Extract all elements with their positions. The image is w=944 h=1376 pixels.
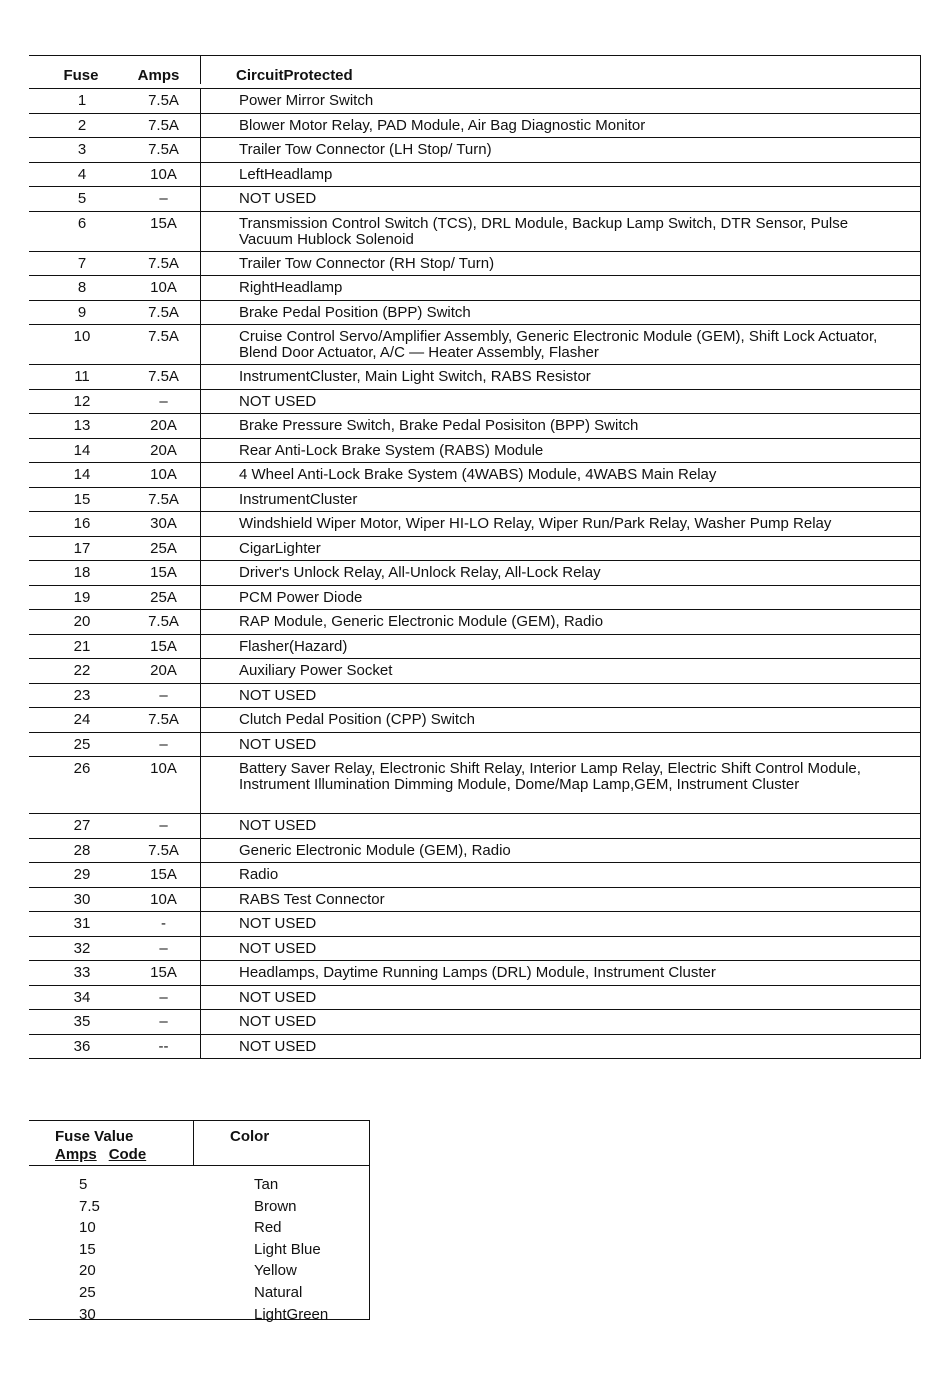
table-row [29, 863, 920, 888]
fuse-number: 23 [73, 686, 91, 704]
fuse-number: 24 [73, 711, 91, 728]
fuse-amps: 15A [109, 863, 201, 887]
fuse-number: 16 [73, 515, 91, 532]
circuit-protected: NOT USED [239, 1013, 317, 1030]
fuse-amps: – [109, 684, 201, 708]
fuse-value-amps: 7.5 [79, 1197, 100, 1215]
fuse-amps: 20A [109, 659, 201, 683]
header-fuse-value-label: Fuse Value [55, 1128, 134, 1145]
circuit-protected: RAP Module, Generic Electronic Module (GEM), Radio [239, 613, 604, 630]
table-row [29, 301, 920, 326]
table-row [29, 414, 920, 439]
circuit-protected: NOT USED [239, 1037, 317, 1055]
fuse-value-amps: 5 [79, 1176, 88, 1193]
table-row [29, 610, 920, 635]
fuse-number: 20 [73, 613, 91, 630]
table-row [29, 163, 920, 188]
fuse-number: 8 [77, 279, 87, 296]
table-row [29, 114, 920, 139]
table-row [29, 814, 920, 839]
circuit-protected: Transmission Control Switch (TCS), DRL Module, Backup Lamp Switch, DTR Sensor, Pulse Vacuum Hublock Solenoid [239, 214, 849, 248]
fuse-amps: 7.5A [109, 325, 201, 364]
table-row [29, 586, 920, 611]
fuse-color: Natural [254, 1283, 303, 1301]
table-row [29, 912, 920, 937]
table-row [29, 1010, 920, 1035]
table-row [29, 684, 920, 709]
fuse-number: 36 [73, 1037, 91, 1055]
table-row [29, 659, 920, 684]
table-row [29, 439, 920, 464]
table-row [29, 187, 920, 212]
fuse-number: 7 [77, 254, 87, 272]
circuit-protected: Windshield Wiper Motor, Wiper HI-LO Relay, Wiper Run/Park Relay, Washer Pump Relay [239, 515, 832, 532]
table-row [29, 635, 920, 660]
fuse-number: 4 [77, 165, 87, 183]
fuse-value-amps: 10 [79, 1219, 96, 1237]
fuse-number: 17 [73, 539, 91, 557]
header-circuit: CircuitProtected [236, 67, 353, 84]
color-row [29, 1239, 369, 1261]
circuit-protected: LeftHeadlamp [239, 165, 333, 183]
fuse-number: 27 [73, 817, 91, 834]
fuse-value-amps: 25 [79, 1283, 96, 1301]
circuit-protected: CigarLighter [239, 539, 321, 557]
circuit-protected: RABS Test Connector [239, 890, 385, 908]
fuse-amps: 20A [109, 414, 201, 438]
table-row [29, 212, 920, 252]
table-row [29, 986, 920, 1011]
fuse-color-code-table [29, 1120, 370, 1323]
fuse-number: 34 [73, 988, 91, 1006]
circuit-protected: Generic Electronic Module (GEM), Radio [239, 841, 511, 859]
circuit-protected: RightHeadlamp [239, 279, 343, 296]
fuse-amps: 25A [109, 586, 201, 610]
fuse-amps: 15A [109, 635, 201, 659]
circuit-protected: NOT USED [239, 915, 317, 932]
fuse-amps: – [109, 937, 201, 961]
circuit-protected: Rear Anti-Lock Brake System (RABS) Module [239, 441, 544, 459]
fuse-value-amps: 30 [79, 1305, 96, 1323]
circuit-protected: PCM Power Diode [239, 588, 363, 606]
fuse-number: 21 [73, 637, 91, 655]
fuse-number: 15 [73, 490, 91, 508]
fuse-number: 35 [73, 1013, 91, 1030]
fuse-number: 31 [73, 915, 91, 932]
fuse-amps: 7.5A [109, 488, 201, 512]
fuse-number: 9 [77, 303, 87, 321]
circuit-protected: Trailer Tow Connector (LH Stop/ Turn) [239, 141, 492, 158]
fuse-table-header [29, 56, 920, 89]
fuse-amps: 30A [109, 512, 201, 536]
fuse-number: 14 [73, 466, 91, 483]
fuse-number: 33 [73, 964, 91, 981]
circuit-protected: Brake Pedal Position (BPP) Switch [239, 303, 471, 321]
fuse-amps: – [109, 1010, 201, 1034]
circuit-protected: Headlamps, Daytime Running Lamps (DRL) Module, Instrument Cluster [239, 964, 716, 981]
fuse-number: 25 [73, 735, 91, 753]
circuit-protected: NOT USED [239, 392, 317, 410]
circuit-protected: Blower Motor Relay, PAD Module, Air Bag Diagnostic Monitor [239, 116, 646, 134]
circuit-protected: NOT USED [239, 735, 317, 753]
circuit-protected: NOT USED [239, 988, 317, 1006]
table-row [29, 708, 920, 733]
table-row [29, 839, 920, 864]
header-amps-code [55, 1146, 193, 1164]
color-row [29, 1196, 369, 1218]
fuse-amps: 25A [109, 537, 201, 561]
fuse-amps: 7.5A [109, 114, 201, 138]
table-row [29, 390, 920, 415]
circuit-protected: InstrumentCluster, Main Light Switch, RABS Resistor [239, 368, 591, 385]
table-row [29, 138, 920, 163]
table-row [29, 463, 920, 488]
color-row [29, 1282, 369, 1304]
fuse-color: Red [254, 1219, 282, 1237]
fuse-number: 3 [77, 141, 87, 158]
fuse-amps: – [109, 986, 201, 1010]
circuit-protected: NOT USED [239, 939, 317, 957]
circuit-protected: Clutch Pedal Position (CPP) Switch [239, 711, 475, 728]
fuse-table-body [29, 89, 920, 1059]
table-row [29, 512, 920, 537]
fuse-number: 14 [73, 441, 91, 459]
circuit-protected: NOT USED [239, 190, 317, 207]
fuse-amps: – [109, 390, 201, 414]
circuit-protected: 4 Wheel Anti-Lock Brake System (4WABS) Module, 4WABS Main Relay [239, 466, 717, 483]
fuse-number: 13 [73, 417, 91, 434]
fuse-number: 18 [73, 564, 91, 581]
table-row [29, 733, 920, 758]
fuse-color: Yellow [254, 1262, 297, 1280]
circuit-protected: Cruise Control Servo/Amplifier Assembly, Generic Electronic Module (GEM), Shift Lock Actuator, Blend Door Actuator, A/C — Heater Assembly, Flasher [239, 328, 878, 361]
fuse-amps: 20A [109, 439, 201, 463]
fuse-number: 28 [73, 841, 91, 859]
fuse-number: 5 [77, 190, 87, 207]
table-row [29, 89, 920, 114]
table-row [29, 1035, 920, 1060]
fuse-value-amps: 15 [79, 1240, 96, 1258]
fuse-table [29, 55, 921, 1059]
fuse-amps: 10A [109, 888, 201, 912]
circuit-protected: Battery Saver Relay, Electronic Shift Relay, Interior Lamp Relay, Electric Shift Control Module, Instrument Illumination Dimming Module, Dome/Map Lamp,GEM, Instrument Cluster [239, 760, 861, 793]
table-row [29, 276, 920, 301]
table-row [29, 888, 920, 913]
circuit-protected: NOT USED [239, 686, 317, 704]
header-amps [109, 56, 201, 84]
table-row [29, 325, 920, 365]
fuse-amps: 10A [109, 163, 201, 187]
table-row [29, 757, 920, 814]
fuse-amps: 7.5A [109, 252, 201, 276]
circuit-protected: Flasher(Hazard) [239, 637, 348, 655]
fuse-number: 10 [73, 328, 91, 345]
fuse-amps: - [109, 912, 201, 936]
fuse-amps: – [109, 187, 201, 211]
table-row [29, 561, 920, 586]
fuse-number: 12 [73, 392, 91, 410]
circuit-protected: Radio [239, 866, 279, 883]
table-row [29, 961, 920, 986]
circuit-protected: Driver's Unlock Relay, All-Unlock Relay, All-Lock Relay [239, 564, 601, 581]
table-row [29, 937, 920, 962]
fuse-amps: 15A [109, 961, 201, 985]
fuse-amps: 15A [109, 561, 201, 585]
fuse-number: 26 [73, 760, 91, 777]
header-code-sub: Code [108, 1146, 147, 1163]
header-color: Color [230, 1128, 270, 1145]
fuse-color: Tan [254, 1176, 279, 1193]
table-row [29, 252, 920, 277]
color-table-header [29, 1121, 369, 1166]
fuse-amps: 7.5A [109, 138, 201, 162]
fuse-amps: 7.5A [109, 839, 201, 863]
fuse-number: 22 [73, 662, 91, 679]
fuse-number: 19 [73, 588, 91, 606]
fuse-color: Light Blue [254, 1240, 321, 1258]
fuse-color: Brown [254, 1197, 297, 1215]
header-fuse: Fuse [63, 67, 99, 84]
color-row [29, 1174, 369, 1196]
circuit-protected: Brake Pressure Switch, Brake Pedal Posisiton (BPP) Switch [239, 417, 639, 434]
fuse-number: 11 [74, 368, 90, 385]
fuse-amps: 10A [109, 757, 201, 813]
fuse-amps: 10A [109, 276, 201, 300]
fuse-number: 1 [77, 92, 87, 109]
fuse-color: LightGreen [254, 1305, 329, 1323]
circuit-protected: Trailer Tow Connector (RH Stop/ Turn) [239, 254, 495, 272]
color-row [29, 1304, 369, 1326]
fuse-amps: 7.5A [109, 365, 201, 389]
fuse-amps: 15A [109, 212, 201, 251]
table-row [29, 365, 920, 390]
fuse-number: 29 [73, 866, 91, 883]
table-row [29, 488, 920, 513]
circuit-protected: Auxiliary Power Socket [239, 662, 393, 679]
fuse-number: 2 [77, 116, 87, 134]
circuit-protected: Power Mirror Switch [239, 92, 374, 109]
header-amps-sub: Amps [55, 1146, 97, 1163]
circuit-protected: InstrumentCluster [239, 490, 358, 508]
fuse-amps: – [109, 733, 201, 757]
fuse-number: 32 [73, 939, 91, 957]
header-amps-label: Amps [137, 67, 180, 84]
fuse-number: 6 [77, 214, 87, 232]
table-row [29, 537, 920, 562]
fuse-number: 30 [73, 890, 91, 908]
color-row [29, 1217, 369, 1239]
color-row [29, 1260, 369, 1282]
fuse-amps: 7.5A [109, 89, 201, 113]
fuse-amps: 7.5A [109, 610, 201, 634]
header-fuse-value [29, 1121, 194, 1165]
fuse-amps: – [109, 814, 201, 838]
color-table-body [29, 1166, 369, 1325]
circuit-protected: NOT USED [239, 817, 317, 834]
fuse-amps: -- [109, 1035, 201, 1059]
fuse-amps: 10A [109, 463, 201, 487]
fuse-amps: 7.5A [109, 708, 201, 732]
fuse-value-amps: 20 [79, 1262, 96, 1280]
fuse-amps: 7.5A [109, 301, 201, 325]
